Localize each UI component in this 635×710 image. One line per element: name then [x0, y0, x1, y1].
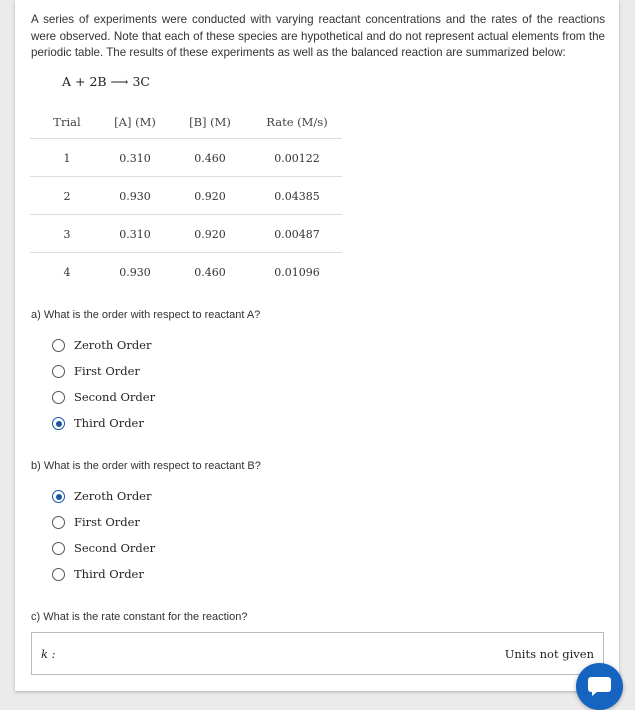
table-row	[30, 253, 342, 290]
rate-cell: 0.01096	[274, 266, 320, 279]
radio-button[interactable]	[52, 417, 65, 430]
question-card	[15, 0, 619, 691]
radio-button[interactable]	[52, 516, 65, 529]
conc-b-cell: 0.920	[194, 228, 226, 241]
header-conc-a: [A] (M)	[114, 115, 156, 129]
option-label: First Order	[74, 364, 140, 378]
question-a-text: a) What is the order with respect to reactant A?	[31, 309, 261, 321]
header-trial: Trial	[53, 115, 81, 129]
conc-a-cell: 0.930	[119, 266, 151, 279]
radio-button[interactable]	[52, 391, 65, 404]
header-conc-b: [B] (M)	[189, 115, 231, 129]
header-rate: Rate (M/s)	[266, 115, 328, 129]
radio-button[interactable]	[52, 365, 65, 378]
radio-button[interactable]	[52, 542, 65, 555]
chat-button[interactable]	[576, 663, 623, 710]
conc-a-cell: 0.310	[119, 152, 151, 165]
table-header-row	[30, 108, 342, 139]
radio-button[interactable]	[52, 339, 65, 352]
option-label: Second Order	[74, 541, 156, 555]
question-b-text: b) What is the order with respect to reactant B?	[31, 460, 261, 472]
trial-cell: 1	[63, 152, 71, 165]
option-label: Second Order	[74, 390, 156, 404]
rate-constant-input[interactable]	[62, 639, 496, 669]
table-row	[30, 215, 342, 253]
rate-cell: 0.04385	[274, 190, 320, 203]
chat-bubble-icon	[587, 674, 612, 699]
conc-a-cell: 0.310	[119, 228, 151, 241]
option-label: First Order	[74, 515, 140, 529]
trial-cell: 3	[63, 228, 71, 241]
units-label: Units not given	[504, 647, 594, 661]
trial-cell: 4	[63, 266, 71, 279]
table-row	[30, 177, 342, 215]
table-row	[30, 139, 342, 177]
trial-cell: 2	[63, 190, 71, 203]
radio-button[interactable]	[52, 568, 65, 581]
radio-button[interactable]	[52, 490, 65, 503]
rate-cell: 0.00487	[274, 228, 320, 241]
option-label: Third Order	[74, 416, 144, 430]
problem-intro: A series of experiments were conducted with varying reactant concentrations and the rates of the reactions were observed. Note that each of these species are hypothetical and do not represent actual elements from the periodic table. The results of these experiments as well as the balanced reaction are summarized below:	[31, 13, 605, 59]
conc-b-cell: 0.460	[194, 152, 226, 165]
conc-b-cell: 0.460	[194, 266, 226, 279]
option-label: Zeroth Order	[74, 489, 152, 503]
option-label: Third Order	[74, 567, 144, 581]
option-label: Zeroth Order	[74, 338, 152, 352]
conc-b-cell: 0.920	[194, 190, 226, 203]
question-c-text: c) What is the rate constant for the reaction?	[31, 611, 248, 623]
rate-constant-answer-box	[31, 632, 604, 675]
rate-constant-label: k :	[41, 647, 56, 661]
rate-cell: 0.00122	[274, 152, 320, 165]
conc-a-cell: 0.930	[119, 190, 151, 203]
experiment-table	[30, 108, 342, 290]
balanced-reaction: A + 2B ⟶ 3C	[62, 74, 150, 89]
